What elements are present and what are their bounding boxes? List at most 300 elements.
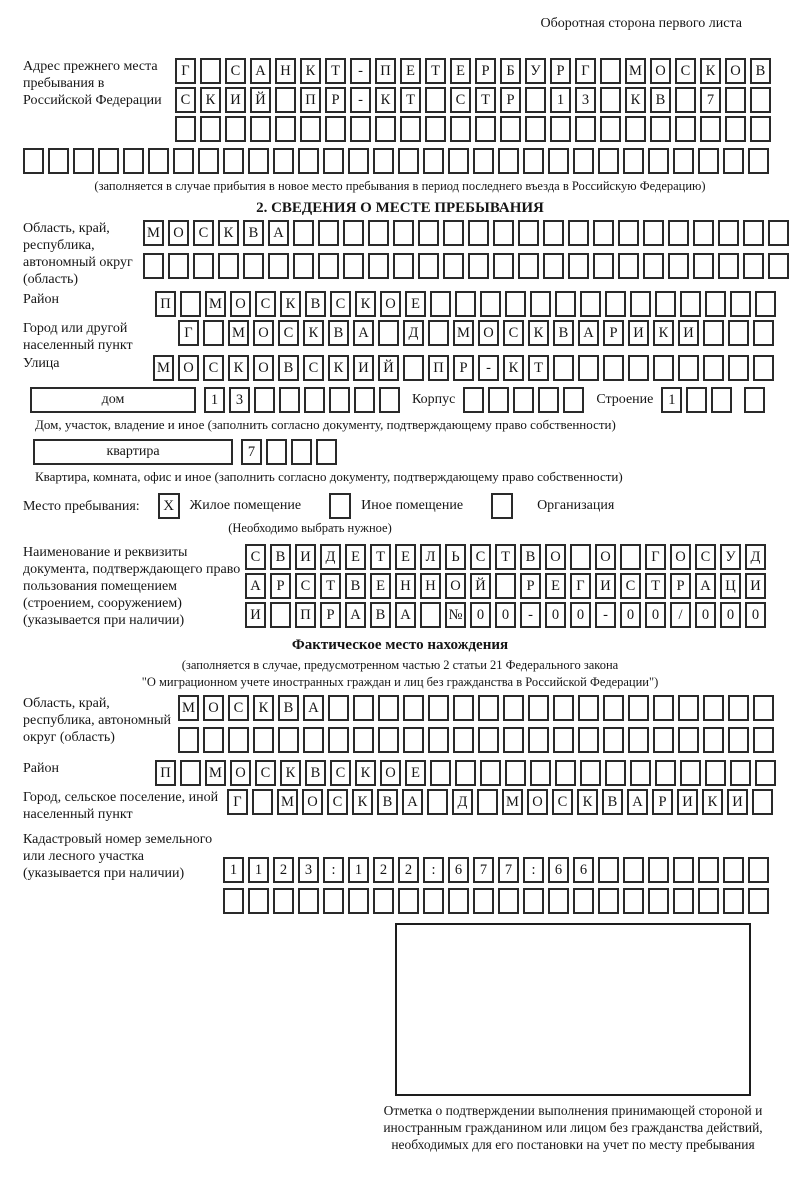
char-cell[interactable]: 0 bbox=[470, 602, 491, 628]
char-cell[interactable] bbox=[718, 253, 739, 279]
char-cell[interactable] bbox=[173, 148, 194, 174]
char-cell[interactable] bbox=[430, 291, 451, 317]
char-cell[interactable]: К bbox=[218, 220, 239, 246]
char-cell[interactable]: М bbox=[502, 789, 523, 815]
char-cell[interactable]: Д bbox=[320, 544, 341, 570]
char-cell[interactable] bbox=[553, 727, 574, 753]
char-cell[interactable]: К bbox=[280, 760, 301, 786]
char-cell[interactable] bbox=[453, 727, 474, 753]
char-cell[interactable]: О bbox=[203, 695, 224, 721]
char-cell[interactable] bbox=[623, 857, 644, 883]
char-cell[interactable]: В bbox=[270, 544, 291, 570]
char-cell[interactable]: Е bbox=[405, 760, 426, 786]
char-cell[interactable]: Т bbox=[325, 58, 346, 84]
char-cell[interactable]: 1 bbox=[348, 857, 369, 883]
char-cell[interactable] bbox=[550, 116, 571, 142]
char-cell[interactable]: 1 bbox=[248, 857, 269, 883]
char-cell[interactable]: Г bbox=[570, 573, 591, 599]
char-cell[interactable]: : bbox=[323, 857, 344, 883]
char-cell[interactable] bbox=[698, 857, 719, 883]
char-cell[interactable]: Т bbox=[425, 58, 446, 84]
char-cell[interactable]: В bbox=[305, 291, 326, 317]
char-cell[interactable]: О bbox=[527, 789, 548, 815]
char-cell[interactable]: В bbox=[602, 789, 623, 815]
char-cell[interactable] bbox=[730, 760, 751, 786]
char-cell[interactable] bbox=[393, 220, 414, 246]
char-cell[interactable]: А bbox=[695, 573, 716, 599]
char-cell[interactable]: Т bbox=[475, 87, 496, 113]
char-cell[interactable] bbox=[686, 387, 707, 413]
char-cell[interactable] bbox=[428, 727, 449, 753]
apartment-type-box[interactable]: квартира bbox=[33, 439, 233, 465]
char-cell[interactable]: К bbox=[328, 355, 349, 381]
house-type-box[interactable]: дом bbox=[30, 387, 196, 413]
char-cell[interactable] bbox=[693, 253, 714, 279]
char-cell[interactable] bbox=[450, 116, 471, 142]
char-cell[interactable]: О bbox=[380, 291, 401, 317]
char-cell[interactable] bbox=[573, 148, 594, 174]
char-cell[interactable] bbox=[643, 253, 664, 279]
char-cell[interactable]: К bbox=[303, 320, 324, 346]
char-cell[interactable]: В bbox=[650, 87, 671, 113]
char-cell[interactable] bbox=[653, 355, 674, 381]
char-cell[interactable] bbox=[300, 116, 321, 142]
char-cell[interactable] bbox=[580, 291, 601, 317]
char-cell[interactable] bbox=[548, 148, 569, 174]
char-cell[interactable]: И bbox=[295, 544, 316, 570]
char-cell[interactable]: 7 bbox=[241, 439, 262, 465]
char-cell[interactable] bbox=[193, 253, 214, 279]
char-cell[interactable]: А bbox=[578, 320, 599, 346]
char-cell[interactable]: С bbox=[450, 87, 471, 113]
char-cell[interactable] bbox=[698, 888, 719, 914]
char-cell[interactable]: : bbox=[423, 857, 444, 883]
char-cell[interactable]: О bbox=[380, 760, 401, 786]
char-cell[interactable]: 6 bbox=[448, 857, 469, 883]
char-cell[interactable]: Т bbox=[528, 355, 549, 381]
char-cell[interactable]: Д bbox=[745, 544, 766, 570]
char-cell[interactable] bbox=[493, 253, 514, 279]
char-cell[interactable] bbox=[605, 291, 626, 317]
char-cell[interactable] bbox=[266, 439, 287, 465]
char-cell[interactable] bbox=[148, 148, 169, 174]
char-cell[interactable] bbox=[252, 789, 273, 815]
char-cell[interactable] bbox=[328, 695, 349, 721]
char-cell[interactable]: И bbox=[595, 573, 616, 599]
char-cell[interactable] bbox=[755, 291, 776, 317]
char-cell[interactable]: 3 bbox=[229, 387, 250, 413]
char-cell[interactable] bbox=[711, 387, 732, 413]
char-cell[interactable] bbox=[730, 291, 751, 317]
char-cell[interactable] bbox=[748, 148, 769, 174]
char-cell[interactable] bbox=[768, 253, 789, 279]
char-cell[interactable]: С bbox=[228, 695, 249, 721]
char-cell[interactable]: К bbox=[625, 87, 646, 113]
char-cell[interactable]: С bbox=[303, 355, 324, 381]
char-cell[interactable] bbox=[548, 888, 569, 914]
char-cell[interactable] bbox=[353, 695, 374, 721]
char-cell[interactable] bbox=[498, 148, 519, 174]
char-cell[interactable] bbox=[755, 760, 776, 786]
char-cell[interactable] bbox=[728, 695, 749, 721]
char-cell[interactable]: М bbox=[178, 695, 199, 721]
char-cell[interactable]: К bbox=[228, 355, 249, 381]
char-cell[interactable] bbox=[293, 220, 314, 246]
char-cell[interactable] bbox=[620, 544, 641, 570]
char-cell[interactable] bbox=[203, 320, 224, 346]
char-cell[interactable] bbox=[750, 87, 771, 113]
char-cell[interactable] bbox=[650, 116, 671, 142]
char-cell[interactable]: 1 bbox=[223, 857, 244, 883]
char-cell[interactable]: М bbox=[153, 355, 174, 381]
char-cell[interactable] bbox=[505, 760, 526, 786]
char-cell[interactable] bbox=[598, 888, 619, 914]
char-cell[interactable] bbox=[728, 727, 749, 753]
char-cell[interactable] bbox=[630, 291, 651, 317]
char-cell[interactable] bbox=[430, 760, 451, 786]
char-cell[interactable]: Г bbox=[227, 789, 248, 815]
char-cell[interactable] bbox=[678, 727, 699, 753]
char-cell[interactable]: К bbox=[702, 789, 723, 815]
char-cell[interactable] bbox=[648, 148, 669, 174]
char-cell[interactable] bbox=[563, 387, 584, 413]
char-cell[interactable]: Р bbox=[320, 602, 341, 628]
char-cell[interactable] bbox=[655, 291, 676, 317]
char-cell[interactable]: И bbox=[727, 789, 748, 815]
char-cell[interactable]: 0 bbox=[645, 602, 666, 628]
char-cell[interactable]: - bbox=[350, 87, 371, 113]
char-cell[interactable]: О bbox=[178, 355, 199, 381]
char-cell[interactable] bbox=[680, 760, 701, 786]
char-cell[interactable]: К bbox=[577, 789, 598, 815]
char-cell[interactable]: У bbox=[525, 58, 546, 84]
char-cell[interactable]: С bbox=[503, 320, 524, 346]
char-cell[interactable] bbox=[275, 116, 296, 142]
char-cell[interactable] bbox=[250, 116, 271, 142]
char-cell[interactable] bbox=[605, 760, 626, 786]
char-cell[interactable] bbox=[393, 253, 414, 279]
char-cell[interactable] bbox=[578, 695, 599, 721]
char-cell[interactable]: Н bbox=[395, 573, 416, 599]
char-cell[interactable]: Е bbox=[345, 544, 366, 570]
char-cell[interactable] bbox=[538, 387, 559, 413]
char-cell[interactable]: Р bbox=[500, 87, 521, 113]
char-cell[interactable] bbox=[653, 695, 674, 721]
char-cell[interactable] bbox=[200, 58, 221, 84]
char-cell[interactable]: К bbox=[355, 760, 376, 786]
char-cell[interactable]: М bbox=[205, 291, 226, 317]
char-cell[interactable] bbox=[568, 220, 589, 246]
char-cell[interactable] bbox=[223, 888, 244, 914]
char-cell[interactable]: Л bbox=[420, 544, 441, 570]
char-cell[interactable] bbox=[678, 695, 699, 721]
char-cell[interactable]: Е bbox=[450, 58, 471, 84]
char-cell[interactable] bbox=[698, 148, 719, 174]
char-cell[interactable]: В bbox=[370, 602, 391, 628]
char-cell[interactable]: 1 bbox=[661, 387, 682, 413]
char-cell[interactable] bbox=[600, 87, 621, 113]
char-cell[interactable]: И bbox=[677, 789, 698, 815]
char-cell[interactable]: О bbox=[230, 291, 251, 317]
char-cell[interactable] bbox=[653, 727, 674, 753]
char-cell[interactable] bbox=[505, 291, 526, 317]
char-cell[interactable] bbox=[553, 355, 574, 381]
char-cell[interactable] bbox=[398, 888, 419, 914]
char-cell[interactable]: К bbox=[375, 87, 396, 113]
char-cell[interactable] bbox=[455, 291, 476, 317]
char-cell[interactable] bbox=[368, 220, 389, 246]
char-cell[interactable]: Р bbox=[475, 58, 496, 84]
char-cell[interactable] bbox=[675, 116, 696, 142]
char-cell[interactable] bbox=[348, 888, 369, 914]
char-cell[interactable] bbox=[278, 727, 299, 753]
checkbox-other-premises[interactable] bbox=[329, 493, 351, 519]
char-cell[interactable] bbox=[668, 253, 689, 279]
checkbox-organization[interactable] bbox=[491, 493, 513, 519]
char-cell[interactable] bbox=[700, 116, 721, 142]
char-cell[interactable] bbox=[530, 760, 551, 786]
char-cell[interactable] bbox=[348, 148, 369, 174]
char-cell[interactable]: В bbox=[328, 320, 349, 346]
char-cell[interactable] bbox=[593, 220, 614, 246]
char-cell[interactable]: К bbox=[503, 355, 524, 381]
char-cell[interactable]: Р bbox=[270, 573, 291, 599]
char-cell[interactable] bbox=[403, 355, 424, 381]
char-cell[interactable] bbox=[428, 320, 449, 346]
char-cell[interactable]: Н bbox=[420, 573, 441, 599]
char-cell[interactable] bbox=[705, 760, 726, 786]
char-cell[interactable] bbox=[528, 727, 549, 753]
char-cell[interactable] bbox=[525, 116, 546, 142]
char-cell[interactable]: И bbox=[353, 355, 374, 381]
char-cell[interactable]: С bbox=[203, 355, 224, 381]
char-cell[interactable] bbox=[448, 888, 469, 914]
char-cell[interactable]: 0 bbox=[495, 602, 516, 628]
char-cell[interactable]: Ь bbox=[445, 544, 466, 570]
char-cell[interactable]: А bbox=[395, 602, 416, 628]
confirmation-stamp-box[interactable] bbox=[395, 923, 751, 1096]
char-cell[interactable]: 7 bbox=[498, 857, 519, 883]
char-cell[interactable] bbox=[513, 387, 534, 413]
char-cell[interactable] bbox=[598, 148, 619, 174]
char-cell[interactable] bbox=[318, 253, 339, 279]
char-cell[interactable]: И bbox=[245, 602, 266, 628]
char-cell[interactable] bbox=[703, 355, 724, 381]
char-cell[interactable]: А bbox=[250, 58, 271, 84]
char-cell[interactable] bbox=[463, 387, 484, 413]
char-cell[interactable]: А bbox=[303, 695, 324, 721]
char-cell[interactable]: - bbox=[478, 355, 499, 381]
char-cell[interactable]: С bbox=[470, 544, 491, 570]
char-cell[interactable] bbox=[600, 58, 621, 84]
char-cell[interactable]: : bbox=[523, 857, 544, 883]
char-cell[interactable] bbox=[398, 148, 419, 174]
char-cell[interactable] bbox=[468, 253, 489, 279]
char-cell[interactable]: И bbox=[745, 573, 766, 599]
char-cell[interactable]: - bbox=[350, 58, 371, 84]
char-cell[interactable] bbox=[478, 695, 499, 721]
char-cell[interactable] bbox=[273, 888, 294, 914]
char-cell[interactable]: 0 bbox=[545, 602, 566, 628]
char-cell[interactable]: А bbox=[402, 789, 423, 815]
char-cell[interactable] bbox=[553, 695, 574, 721]
char-cell[interactable]: П bbox=[295, 602, 316, 628]
char-cell[interactable] bbox=[223, 148, 244, 174]
char-cell[interactable] bbox=[378, 320, 399, 346]
char-cell[interactable]: 0 bbox=[695, 602, 716, 628]
char-cell[interactable]: Р bbox=[453, 355, 474, 381]
char-cell[interactable]: 2 bbox=[373, 857, 394, 883]
char-cell[interactable] bbox=[143, 253, 164, 279]
char-cell[interactable]: М bbox=[453, 320, 474, 346]
char-cell[interactable] bbox=[648, 888, 669, 914]
char-cell[interactable] bbox=[600, 116, 621, 142]
char-cell[interactable]: В bbox=[553, 320, 574, 346]
char-cell[interactable] bbox=[673, 888, 694, 914]
char-cell[interactable] bbox=[98, 148, 119, 174]
char-cell[interactable] bbox=[518, 220, 539, 246]
char-cell[interactable] bbox=[575, 116, 596, 142]
char-cell[interactable] bbox=[198, 148, 219, 174]
char-cell[interactable] bbox=[678, 355, 699, 381]
char-cell[interactable] bbox=[400, 116, 421, 142]
char-cell[interactable]: Е bbox=[400, 58, 421, 84]
char-cell[interactable] bbox=[748, 857, 769, 883]
char-cell[interactable]: И bbox=[678, 320, 699, 346]
char-cell[interactable] bbox=[628, 727, 649, 753]
char-cell[interactable]: С bbox=[620, 573, 641, 599]
char-cell[interactable]: И bbox=[628, 320, 649, 346]
char-cell[interactable] bbox=[623, 888, 644, 914]
char-cell[interactable] bbox=[329, 387, 350, 413]
char-cell[interactable]: А bbox=[353, 320, 374, 346]
char-cell[interactable] bbox=[503, 727, 524, 753]
char-cell[interactable]: С bbox=[552, 789, 573, 815]
char-cell[interactable] bbox=[473, 888, 494, 914]
char-cell[interactable] bbox=[443, 253, 464, 279]
char-cell[interactable] bbox=[480, 760, 501, 786]
char-cell[interactable]: - bbox=[595, 602, 616, 628]
char-cell[interactable] bbox=[578, 727, 599, 753]
char-cell[interactable] bbox=[673, 857, 694, 883]
char-cell[interactable]: А bbox=[268, 220, 289, 246]
char-cell[interactable] bbox=[668, 220, 689, 246]
char-cell[interactable]: С bbox=[278, 320, 299, 346]
char-cell[interactable] bbox=[648, 857, 669, 883]
char-cell[interactable] bbox=[488, 387, 509, 413]
char-cell[interactable] bbox=[23, 148, 44, 174]
char-cell[interactable] bbox=[316, 439, 337, 465]
char-cell[interactable]: С bbox=[295, 573, 316, 599]
char-cell[interactable]: М bbox=[143, 220, 164, 246]
char-cell[interactable] bbox=[378, 727, 399, 753]
char-cell[interactable] bbox=[703, 320, 724, 346]
char-cell[interactable]: Т bbox=[320, 573, 341, 599]
char-cell[interactable]: В bbox=[243, 220, 264, 246]
char-cell[interactable] bbox=[468, 220, 489, 246]
char-cell[interactable] bbox=[768, 220, 789, 246]
char-cell[interactable] bbox=[423, 148, 444, 174]
char-cell[interactable]: К bbox=[300, 58, 321, 84]
char-cell[interactable] bbox=[423, 888, 444, 914]
char-cell[interactable]: Е bbox=[395, 544, 416, 570]
char-cell[interactable] bbox=[523, 888, 544, 914]
char-cell[interactable] bbox=[630, 760, 651, 786]
char-cell[interactable] bbox=[279, 387, 300, 413]
char-cell[interactable]: О bbox=[478, 320, 499, 346]
char-cell[interactable] bbox=[673, 148, 694, 174]
char-cell[interactable] bbox=[603, 355, 624, 381]
char-cell[interactable] bbox=[543, 253, 564, 279]
char-cell[interactable] bbox=[525, 87, 546, 113]
char-cell[interactable] bbox=[478, 727, 499, 753]
char-cell[interactable]: Д bbox=[403, 320, 424, 346]
char-cell[interactable] bbox=[378, 695, 399, 721]
char-cell[interactable]: 1 bbox=[550, 87, 571, 113]
char-cell[interactable]: П bbox=[428, 355, 449, 381]
char-cell[interactable] bbox=[200, 116, 221, 142]
char-cell[interactable] bbox=[168, 253, 189, 279]
char-cell[interactable] bbox=[343, 253, 364, 279]
char-cell[interactable]: М bbox=[228, 320, 249, 346]
char-cell[interactable]: К bbox=[528, 320, 549, 346]
char-cell[interactable] bbox=[243, 253, 264, 279]
char-cell[interactable]: Р bbox=[325, 87, 346, 113]
char-cell[interactable] bbox=[753, 727, 774, 753]
char-cell[interactable] bbox=[543, 220, 564, 246]
char-cell[interactable] bbox=[373, 148, 394, 174]
char-cell[interactable]: П bbox=[155, 760, 176, 786]
char-cell[interactable]: Т bbox=[370, 544, 391, 570]
char-cell[interactable] bbox=[628, 695, 649, 721]
char-cell[interactable] bbox=[448, 148, 469, 174]
char-cell[interactable]: 7 bbox=[473, 857, 494, 883]
char-cell[interactable] bbox=[723, 857, 744, 883]
char-cell[interactable]: Б bbox=[500, 58, 521, 84]
char-cell[interactable] bbox=[379, 387, 400, 413]
char-cell[interactable] bbox=[427, 789, 448, 815]
char-cell[interactable]: К bbox=[653, 320, 674, 346]
char-cell[interactable]: 0 bbox=[620, 602, 641, 628]
char-cell[interactable]: О bbox=[302, 789, 323, 815]
char-cell[interactable] bbox=[425, 87, 446, 113]
char-cell[interactable] bbox=[528, 695, 549, 721]
char-cell[interactable]: С bbox=[255, 291, 276, 317]
char-cell[interactable] bbox=[725, 87, 746, 113]
char-cell[interactable] bbox=[477, 789, 498, 815]
char-cell[interactable] bbox=[743, 220, 764, 246]
char-cell[interactable]: В bbox=[278, 695, 299, 721]
char-cell[interactable]: А bbox=[627, 789, 648, 815]
char-cell[interactable] bbox=[723, 148, 744, 174]
char-cell[interactable]: О bbox=[670, 544, 691, 570]
char-cell[interactable]: К bbox=[355, 291, 376, 317]
char-cell[interactable]: С bbox=[695, 544, 716, 570]
char-cell[interactable] bbox=[495, 573, 516, 599]
char-cell[interactable]: Г bbox=[178, 320, 199, 346]
char-cell[interactable]: П bbox=[300, 87, 321, 113]
char-cell[interactable]: О bbox=[445, 573, 466, 599]
char-cell[interactable] bbox=[643, 220, 664, 246]
char-cell[interactable] bbox=[570, 544, 591, 570]
char-cell[interactable] bbox=[270, 602, 291, 628]
char-cell[interactable] bbox=[625, 116, 646, 142]
char-cell[interactable] bbox=[493, 220, 514, 246]
char-cell[interactable] bbox=[455, 760, 476, 786]
char-cell[interactable]: К bbox=[352, 789, 373, 815]
char-cell[interactable] bbox=[180, 291, 201, 317]
char-cell[interactable] bbox=[248, 148, 269, 174]
